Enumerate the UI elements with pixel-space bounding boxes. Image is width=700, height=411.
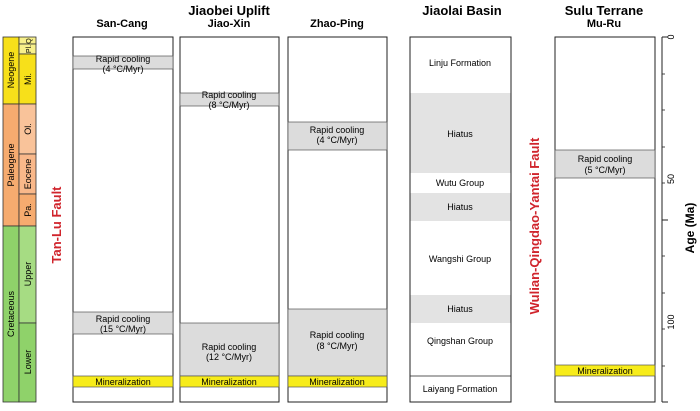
jiao-xin-cooling-1-line1: Rapid cooling [201, 90, 257, 100]
zhao-ping-title: Zhao-Ping [310, 18, 364, 30]
column-mu-ru [555, 18, 655, 402]
period-neogene-label: Neogene [6, 51, 16, 89]
zhao-ping-mineralization-label: Mineralization [309, 377, 365, 387]
jiao-xin-mineralization-label: Mineralization [201, 377, 257, 387]
column-zhao-ping [288, 18, 387, 402]
tan-lu-fault-label: Tan-Lu Fault [49, 186, 64, 264]
jiaolai-basin-title: Jiaolai Basin [422, 3, 502, 18]
san-cang-cooling-1-line2: (4 °C/Myr) [102, 64, 144, 74]
zhao-ping-cooling-1-line1: Rapid cooling [309, 125, 365, 135]
tick-label-0: 0 [666, 34, 676, 40]
san-cang-title: San-Cang [96, 18, 148, 30]
jiao-xin-title: Jiao-Xin [207, 18, 251, 30]
san-cang-frame [73, 37, 173, 402]
zhao-ping-cooling-1-line2: (4 °C/Myr) [316, 135, 358, 145]
epoch-pl-label: Pl. [26, 44, 33, 54]
san-cang-cooling-2-line1: Rapid cooling [95, 314, 151, 324]
tick-label-50: 50 [666, 173, 676, 185]
age-axis-title: Age (Ma) [683, 202, 697, 254]
san-cang-cooling-1-line1: Rapid cooling [95, 54, 151, 64]
epoch-mi-label: Mi. [23, 73, 33, 85]
tick-label-100: 100 [666, 314, 676, 330]
zhao-ping-cooling-2-line1: Rapid cooling [309, 330, 365, 340]
epoch-pa-label: Pa. [23, 203, 33, 217]
epoch-lower-label: Lower [23, 349, 33, 375]
column-jiao-xin [180, 18, 279, 402]
jiao-xin-cooling-1-line2: (8 °C/Myr) [208, 100, 250, 110]
jiaolai-linju-formation: Linju Formation [428, 58, 492, 68]
mu-ru-cooling-1-line1: Rapid cooling [577, 154, 633, 164]
column-jiaolai-basin [410, 37, 511, 402]
jiaolai-laiyang-formation: Laiyang Formation [422, 384, 498, 394]
epoch-q-label: Q [26, 38, 33, 44]
period-paleogene-label: Paleogene [6, 143, 16, 187]
column-san-cang [73, 18, 173, 402]
epoch-upper-label: Upper [23, 261, 33, 287]
sulu-terrane-title: Sulu Terrane [564, 3, 644, 18]
timescale [3, 37, 36, 402]
mu-ru-mineralization-label: Mineralization [577, 366, 633, 376]
jiao-xin-cooling-2-line2: (12 °C/Myr) [205, 352, 253, 362]
wulian-qingdao-yantai-fault-label: Wulian-Qingdao-Yantai Fault [527, 137, 542, 315]
epoch-ol-label: Ol. [23, 123, 33, 135]
mu-ru-frame [555, 37, 655, 402]
jiaolai-hiatus-3-label: Hiatus [447, 304, 473, 314]
epoch-eocene-label: Eocene [23, 158, 33, 190]
san-cang-cooling-2-line2: (15 °C/Myr) [99, 324, 147, 334]
mu-ru-cooling-1-line2: (5 °C/Myr) [584, 165, 626, 175]
jiaolai-hiatus-1-label: Hiatus [447, 129, 473, 139]
age-axis [662, 34, 697, 402]
jiaolai-wutu-group: Wutu Group [435, 178, 485, 188]
period-cretaceous-label: Cretaceous [6, 290, 16, 338]
jiaolai-qingshan-group: Qingshan Group [426, 336, 494, 346]
jiao-xin-cooling-2-line1: Rapid cooling [201, 342, 257, 352]
jiaolai-hiatus-2-label: Hiatus [447, 202, 473, 212]
jiaobei-uplift-title: Jiaobei Uplift [188, 3, 270, 18]
jiaolai-wangshi-group: Wangshi Group [428, 254, 492, 264]
zhao-ping-cooling-2-line2: (8 °C/Myr) [316, 341, 358, 351]
san-cang-mineralization-label: Mineralization [95, 377, 151, 387]
mu-ru-title: Mu-Ru [586, 18, 622, 30]
